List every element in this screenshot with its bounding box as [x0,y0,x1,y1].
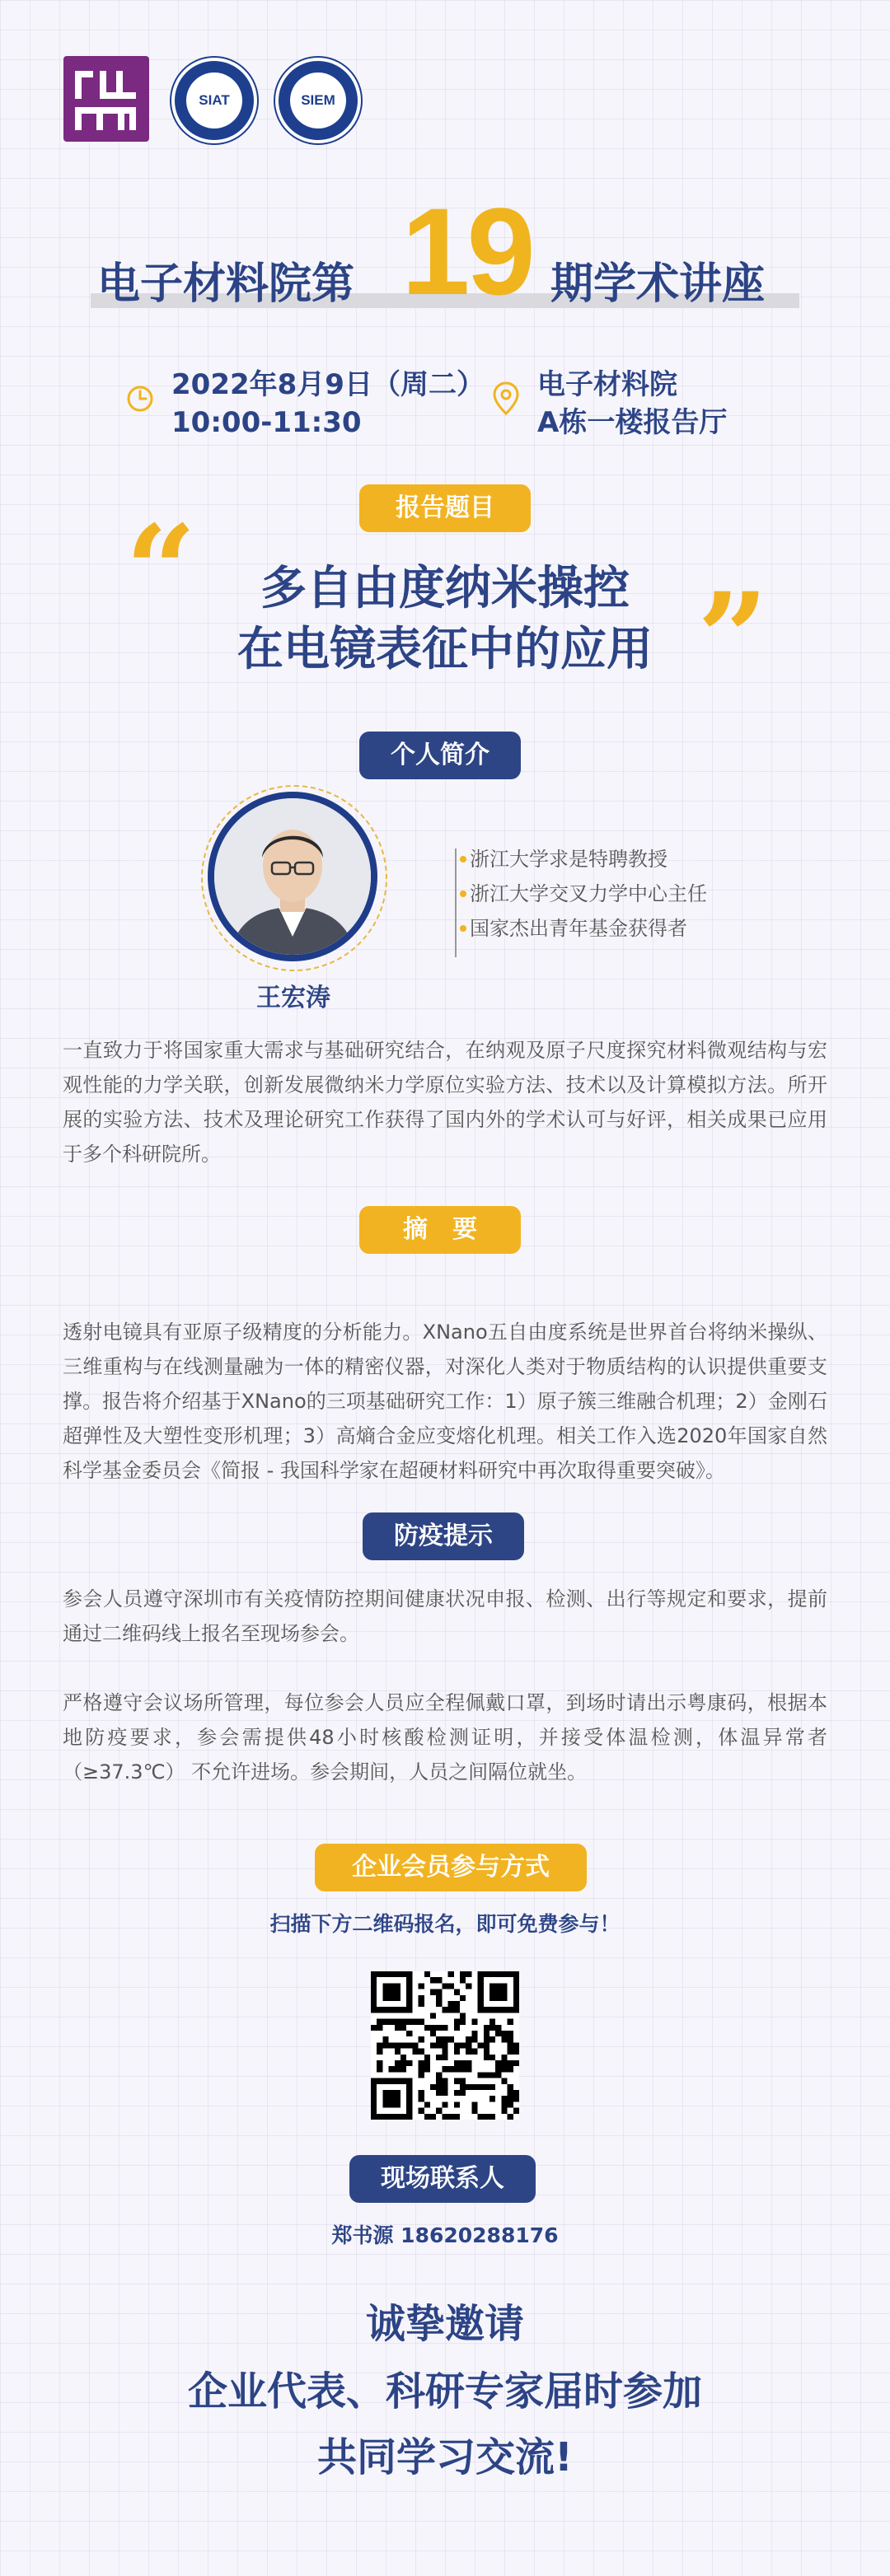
profile-label: 个人简介 [359,732,521,779]
scan-instruction: 扫描下方二维码报名，即可免费参与！ [269,1912,621,1936]
siem-logo-text: SIEM [301,92,335,108]
siem-logo [275,58,361,143]
headline-right-text: 期学术讲座 [550,259,766,309]
speaker-title-item: 国家杰出青年基金获得者 [455,911,707,946]
speaker-title-item: 浙江大学交叉力学中心主任 [455,877,707,911]
event-date: 2022年8月9日（周二） [171,368,485,401]
abstract-label: 摘 要 [359,1206,521,1254]
speaker-name: 王宏涛 [256,984,330,1012]
location-pin-icon [491,381,521,417]
event-datetime [171,366,485,442]
lecture-number: 19 [401,182,532,320]
clock-icon [125,384,155,414]
topic-label: 报告题目 [359,484,531,532]
contact-info: 郑书源 18620288176 [331,2223,559,2247]
event-time: 10:00-11:30 [171,406,362,439]
qr-code-pattern [371,1971,519,2120]
speaker-bio: 一直致力于将国家重大需求与基础研究结合，在纳观及原子尺度探究材料微观结构与宏观性能的力学关联，创新发展微纳米力学原位实验方法、技术以及计算模拟方法。所开展的实验方法、技术及理论研究工作获得了国内外的学术认可与好评，相关成果已应用于多个科研院所。 [63,1039,827,1166]
event-place-line2: A栋一楼报告厅 [537,406,728,439]
registration-qr-code[interactable] [371,1971,519,2120]
headline-left-text: 电子材料院第 [97,259,355,309]
speaker-avatar [208,792,377,961]
siat-logo-text: SIAT [199,92,230,108]
topic-title-line1: 多自由度纳米操控 [260,562,630,615]
epidemic-label: 防疫提示 [363,1512,524,1560]
topic-title-line2: 在电镜表征中的应用 [237,623,653,676]
siat-logo [171,58,257,143]
invite-line1: 诚挚邀请 [365,2301,524,2347]
close-quote-mark: ” [697,566,769,711]
speaker-title-item: 浙江大学求是特聘教授 [455,842,707,877]
open-quote-mark: “ [125,498,197,643]
epidemic-paragraph-2: 严格遵守会议场所管理，每位参会人员应全程佩戴口罩，到场时请出示粤康码，根据本地防疫要求，参会需提供48小时核酸检测证明，并接受体温检测，体温异常者（≥37.3℃） 不允许进场。参会期间，人员之间隔位就坐。 [63,1691,827,1784]
speaker-titles [455,842,707,946]
contact-label: 现场联系人 [349,2155,536,2203]
epidemic-paragraph-1: 参会人员遵守深圳市有关疫情防控期间健康状况申报、检测、出行等规定和要求，提前通过二维码线上报名至现场参会。 [63,1587,827,1645]
speaker-portrait [214,798,371,955]
invite-line2: 企业代表、科研专家届时参加 [187,2368,702,2415]
enterprise-label: 企业会员参与方式 [315,1844,587,1891]
event-place-line1: 电子材料院 [537,368,677,401]
invite-line3: 共同学习交流! [317,2434,573,2480]
institute-logo [63,56,149,142]
speaker-photo [214,798,371,955]
event-place [537,366,727,442]
abstract-text: 透射电镜具有亚原子级精度的分析能力。XNano五自由度系统是世界首台将纳米操纵、三维重构与在线测量融为一体的精密仪器，对深化人类对于物质结构的认识提供重要支撑。报告将介绍基于XNano的三项基础研究工作：1）原子簇三维融合机理；2）金刚石超弹性及大塑性变形机理；3）高熵合金应变熔化机理。相关工作入选2020年国家自然科学基金委员会《简报 - 我国科学家在超硬材料研究中再次取得重要突破》。 [63,1321,827,1482]
